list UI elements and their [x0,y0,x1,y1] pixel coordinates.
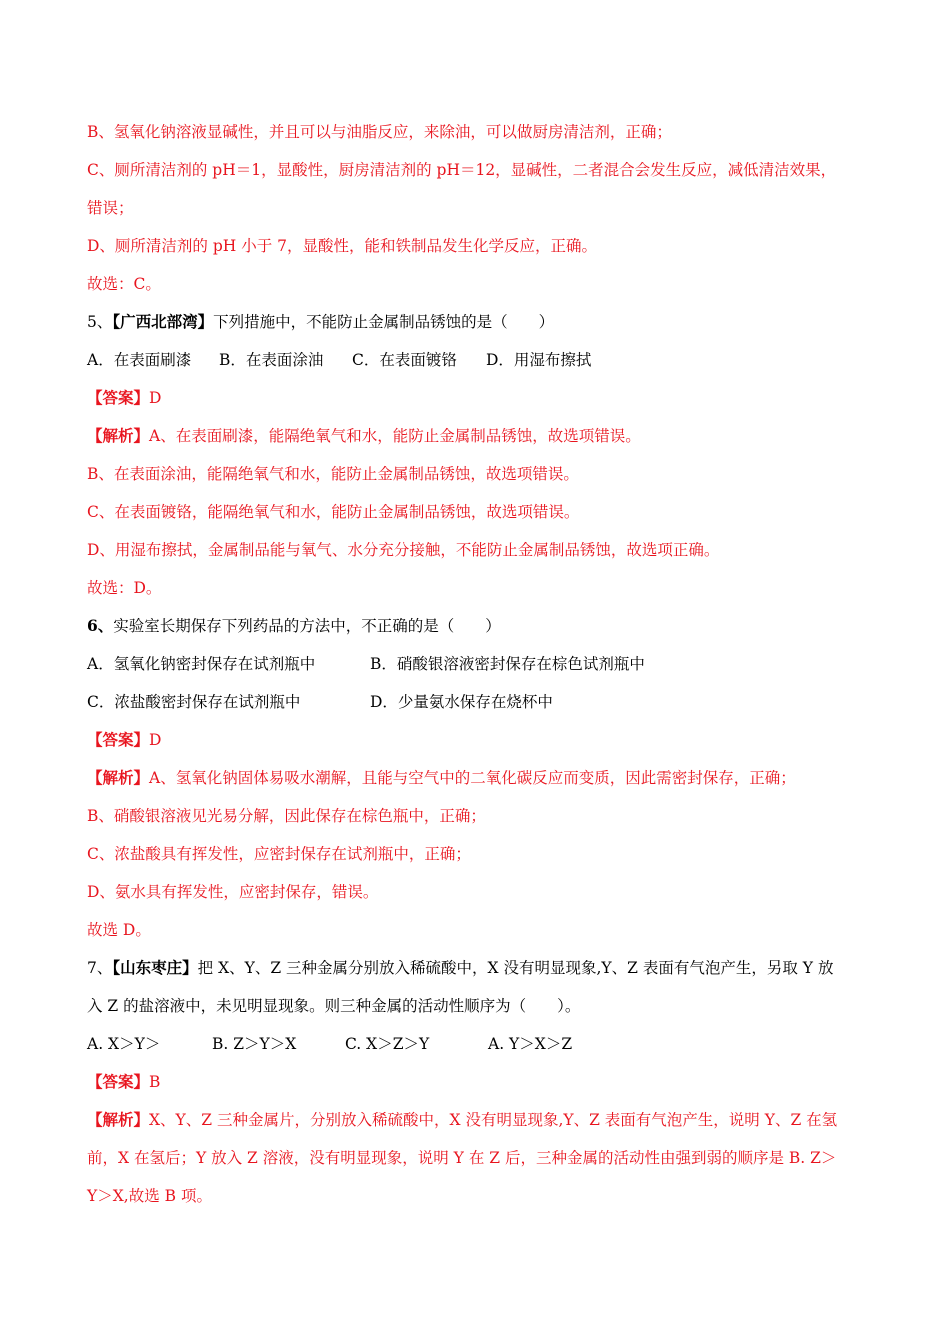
q5-analysis-c: C、在表面镀铬，能隔绝氧气和水，能防止金属制品锈蚀，故选项错误。 [87,503,580,521]
q6-analysis-d: D、氨水具有挥发性，应密封保存，错误。 [87,883,379,901]
q6-analysis-b: B、硝酸银溶液见光易分解，因此保存在棕色瓶中，正确； [87,807,486,825]
q5-option-d: D．用湿布擦拭 [486,351,592,369]
q6-stem-text: 实验室长期保存下列药品的方法中，不正确的是（ ） [113,617,501,635]
q7-analysis-tag: 【解析】 [87,1110,150,1129]
q5-option-b: B．在表面涂油 [219,351,324,369]
q5-analysis-a [87,425,870,447]
q6-stem [87,615,870,637]
q7-option-b: B. Z＞Y＞X [212,1035,297,1053]
q7-option-a: A. X＞Y＞ [87,1035,161,1053]
q7-analysis-line3: Y＞X,故选 B 项。 [87,1187,212,1205]
q5-analysis-b: B、在表面涂油，能隔绝氧气和水，能防止金属制品锈蚀，故选项错误。 [87,465,579,483]
q7-source: 【山东枣庄】 [112,958,198,977]
q4-analysis-b: B、氢氧化钠溶液显碱性，并且可以与油脂反应，来除油，可以做厨房清洁剂，正确； [87,123,672,141]
q7-number: 7、 [87,959,113,977]
q6-number: 6、 [87,616,114,635]
q5-answer-value: D [149,389,162,407]
q7-stem-line1 [87,957,870,979]
q6-answer-tag: 【答案】 [87,730,150,749]
q5-analysis-tag: 【解析】 [87,426,150,445]
q6-option-a: A．氢氧化钠密封保存在试剂瓶中 [87,655,316,673]
q5-stem [87,311,870,333]
q6-answer [87,729,870,751]
q4-analysis-d: D、厕所清洁剂的 pH 小于 7，显酸性，能和铁制品发生化学反应，正确。 [87,237,598,255]
q4-choice: 故选：C。 [87,275,161,293]
q6-option-c: C．浓盐酸密封保存在试剂瓶中 [87,693,301,711]
q5-option-c: C．在表面镀铬 [352,351,457,369]
q6-analysis-tag: 【解析】 [87,768,150,787]
q5-answer [87,387,870,409]
q5-number: 5、 [87,313,113,331]
q7-answer [87,1071,870,1093]
q6-analysis-a-text: A、氢氧化钠固体易吸水潮解，且能与空气中的二氧化碳反应而变质，因此需密封保存，正确； [149,769,796,787]
q4-analysis-c-line2: 错误； [87,199,134,217]
q5-analysis-d: D、用湿布擦拭，金属制品能与氧气、水分充分接触，不能防止金属制品锈蚀，故选项正确。 [87,541,720,559]
q5-answer-tag: 【答案】 [87,388,150,407]
q6-analysis-a [87,767,870,789]
q7-analysis-line1 [87,1109,870,1131]
q5-stem-text: 下列措施中，不能防止金属制品锈蚀的是（ ） [213,313,555,331]
q5-analysis-a-text: A、在表面刷漆，能隔绝氧气和水，能防止金属制品锈蚀，故选项错误。 [149,427,641,445]
q7-answer-value: B [149,1073,161,1091]
q6-answer-value: D [149,731,162,749]
q7-analysis-line1-text: X、Y、Z 三种金属片，分别放入稀硫酸中，X 没有明显现象,Y、Z 表面有气泡产生，说明 Y、Z 在氢 [149,1111,838,1129]
q6-analysis-c: C、浓盐酸具有挥发性，应密封保存在试剂瓶中，正确； [87,845,471,863]
q6-choice: 故选 D。 [87,921,151,939]
q6-option-b: B．硝酸银溶液密封保存在棕色试剂瓶中 [370,655,645,673]
q7-answer-tag: 【答案】 [87,1072,150,1091]
q5-option-a: A．在表面刷漆 [87,351,192,369]
q7-stem-line2: 入 Z 的盐溶液中，未见明显现象。则三种金属的活动性顺序为（ ）。 [87,997,581,1015]
q4-analysis-c-line1: C、厕所清洁剂的 pH＝1，显酸性，厨房清洁剂的 pH＝12，显碱性，二者混合会发生反应，减低清洁效果， [87,161,837,179]
q7-analysis-line2: 前，X 在氢后；Y 放入 Z 溶液，没有明显现象，说明 Y 在 Z 后，三种金属的活动性由强到弱的顺序是 B. Z＞ [87,1149,837,1167]
q6-option-d: D．少量氨水保存在烧杯中 [370,693,553,711]
q5-source: 【广西北部湾】 [112,312,214,331]
q5-choice: 故选：D。 [87,579,162,597]
q7-stem-text: 把 X、Y、Z 三种金属分别放入稀硫酸中，X 没有明显现象,Y、Z 表面有气泡产生，另取 Y 放 [197,959,834,977]
q7-option-d: A. Y＞X＞Z [488,1035,573,1053]
q7-option-c: C. X＞Z＞Y [345,1035,430,1053]
